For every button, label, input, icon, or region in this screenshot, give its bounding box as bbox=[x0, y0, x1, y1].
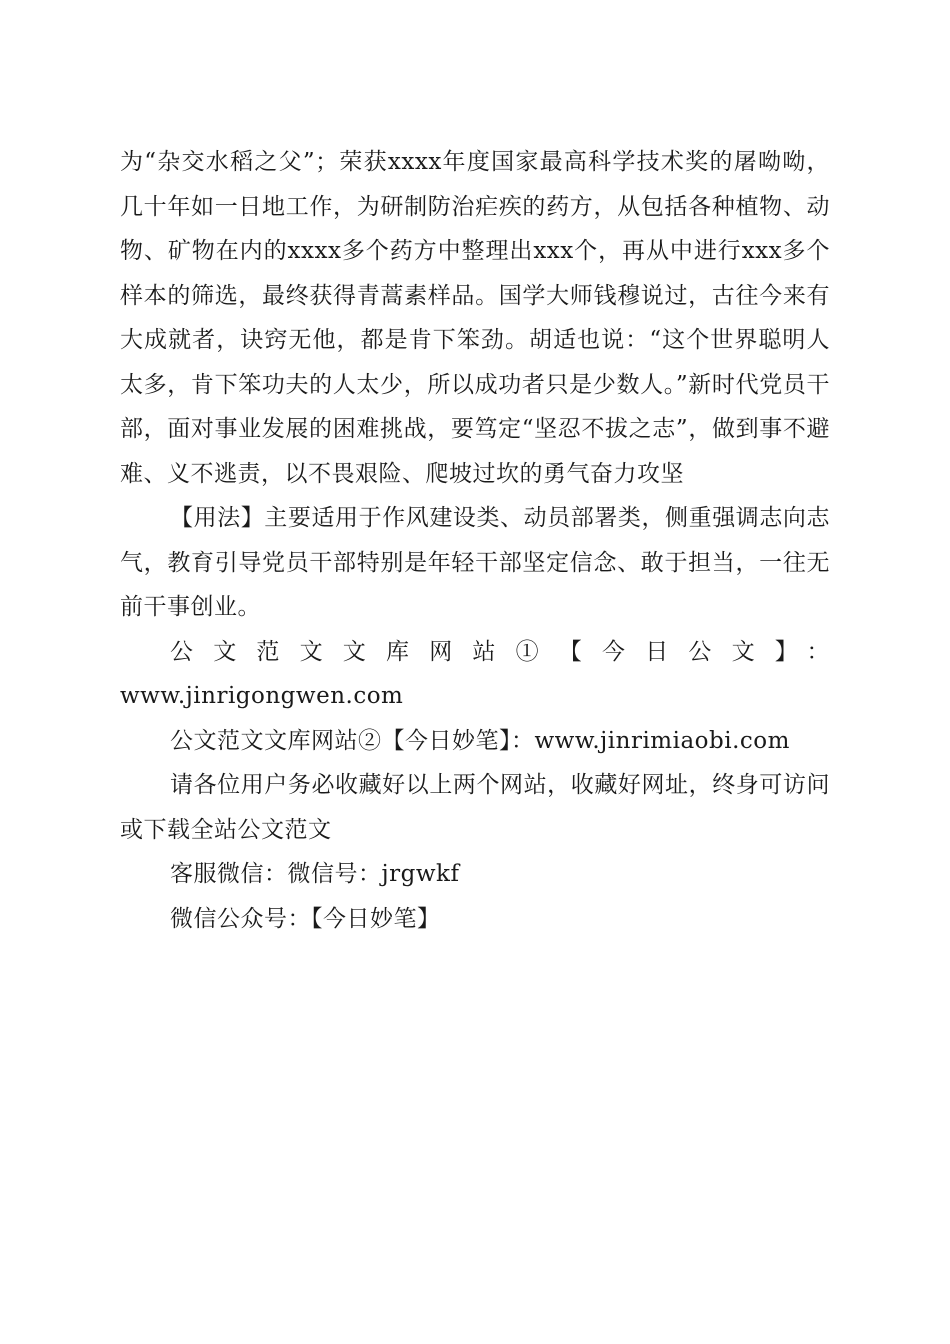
bookmark-reminder: 请各位用户务必收藏好以上两个网站，收藏好网址，终身可访问或下载全站公文范文 bbox=[120, 772, 830, 843]
site2-line[interactable]: 公文范文文库网站②【今日妙笔】：www.jinrimiaobi.com bbox=[170, 727, 790, 754]
usage-paragraph: 【用法】主要适用于作风建设类、动员部署类，侧重强调志向志气，教育引导党员干部特别是年轻干部坚定信念、敢于担当，一往无前干事创业。 bbox=[120, 505, 830, 620]
wechat-official-line: 微信公众号：【今日妙笔】 bbox=[170, 905, 441, 932]
site1-label: 公文范文文库网站①【今日公文】： bbox=[170, 638, 830, 665]
site1-url[interactable]: www.jinrigongwen.com bbox=[120, 683, 404, 709]
body-paragraph: 为“杂交水稻之父”；荣获xxxx年度国家最高科学技术奖的屠呦呦，几十年如一日地工作，为研制防治疟疾的药方，从包括各种植物、动物、矿物在内的xxxx多个药方中整理出xxx个，再从中进行xxx多个样本的筛选，最终获得青蒿素样品。国学大师钱穆说过，古往今来有大成就者，诀窍无他，都是肯下笨劲。胡适也说：“这个世界聪明人太多，肯下笨功夫的人太少，所以成功者只是少数人。”新时代党员干部，面对事业发展的困难挑战，要笃定“坚忍不拔之志”，做到事不避难、义不逃责，以不畏艰险、爬坡过坎的勇气奋力攻坚 bbox=[120, 149, 830, 487]
document-body bbox=[120, 140, 830, 941]
wechat-service-line: 客服微信：微信号：jrgwkf bbox=[170, 861, 460, 887]
